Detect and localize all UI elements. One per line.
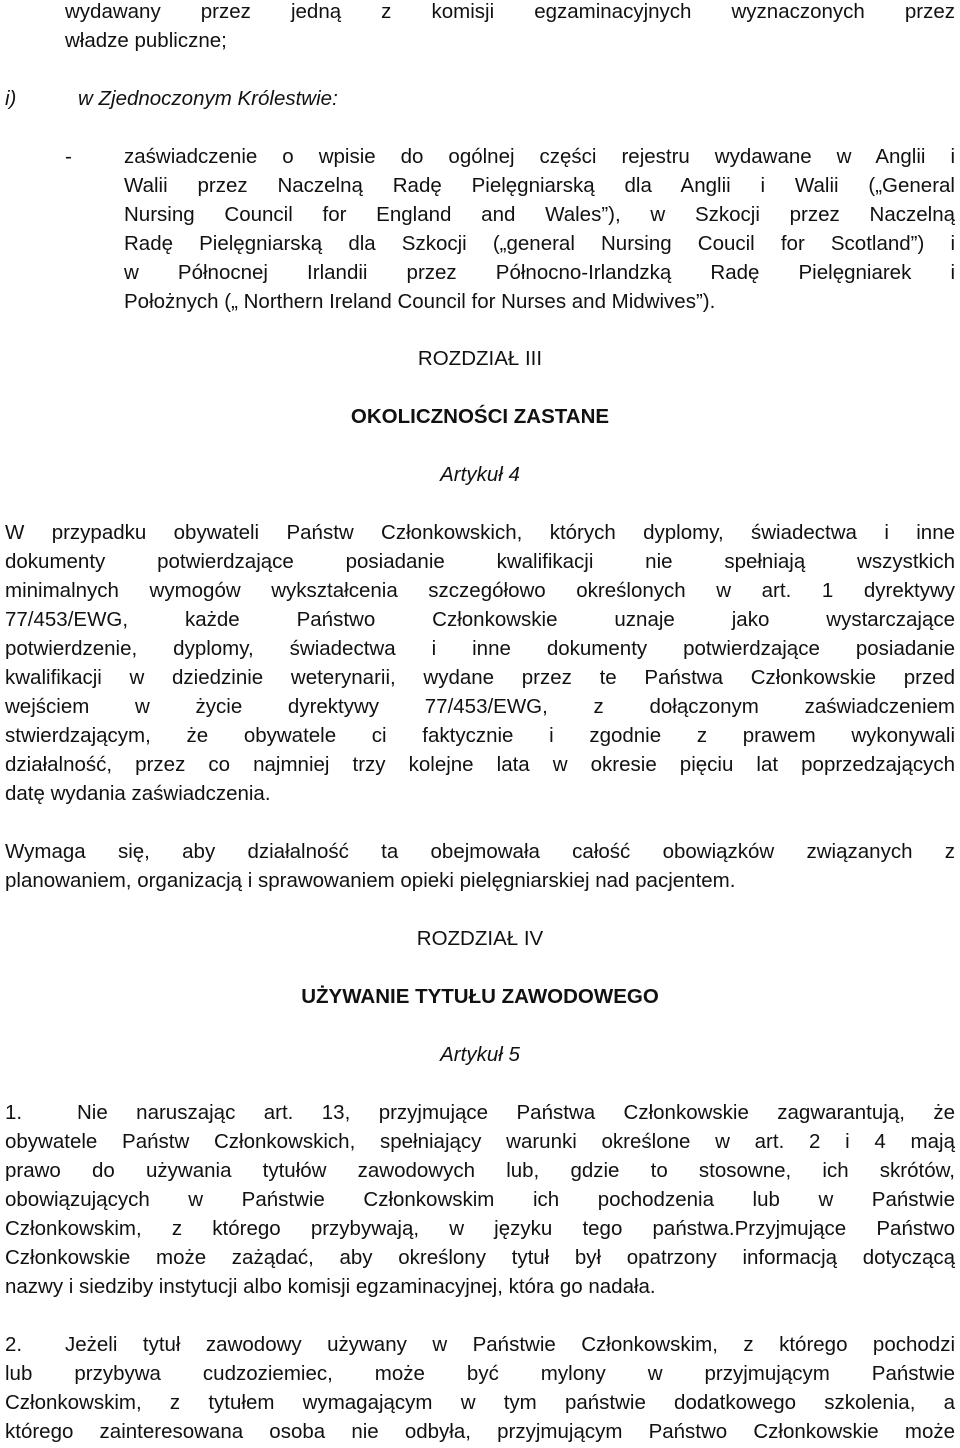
text-line: Radę Pielęgniarską dla Szkocji („general Nursing Coucil for Scotland”) i xyxy=(124,232,955,255)
top-paragraph xyxy=(65,0,955,55)
text-line: minimalnych wymogów wykształcenia szczegółowo określonych w art. 1 dyrektywy xyxy=(5,579,955,602)
article4-paragraph-1 xyxy=(5,518,955,808)
text-line: Wymaga się, aby działalność ta obejmowała całość obowiązków związanych z xyxy=(5,840,955,863)
text-line: obowiązujących w Państwie Członkowskim ich pochodzenia lub w Państwie xyxy=(5,1188,955,1211)
point-marker: 1. xyxy=(5,1101,23,1124)
text-line: Położnych („ Northern Ireland Council for Nurses and Midwives”). xyxy=(124,290,716,313)
chapter-title: OKOLICZNOŚCI ZASTANE xyxy=(350,405,610,428)
text-line: Członkowskim, z którego przybywają, w języku tego państwa.Przyjmujące Państwo xyxy=(5,1217,955,1240)
text-line: którego zainteresowana osoba nie odbyła, przyjmującym Państwo Członkowskie może xyxy=(5,1420,955,1443)
text-line: władze publiczne; xyxy=(65,29,227,52)
text-line: dokumenty potwierdzające posiadanie kwalifikacji nie spełniają wszystkich xyxy=(5,550,955,573)
text-line: Walii przez Naczelną Radę Pielęgniarską dla Anglii i Walii („General xyxy=(124,174,955,197)
point-marker: 2. xyxy=(5,1333,23,1356)
text-line: stwierdzającym, że obywatele ci faktycznie i zgodnie z prawem wykonywali xyxy=(5,724,955,747)
text-line: Członkowskie może zażądać, aby określony tytuł był opatrzony informacją dotyczącą xyxy=(5,1246,955,1269)
chapter-label: ROZDZIAŁ IV xyxy=(416,927,544,950)
chapter-label: ROZDZIAŁ III xyxy=(417,347,543,370)
text-line: zaświadczenie o wpisie do ogólnej części rejestru wydawane w Anglii i xyxy=(124,145,955,168)
text-line xyxy=(5,1098,955,1127)
text-line: planowaniem, organizacją i sprawowaniem opieki pielęgniarskiej nad pacjentem. xyxy=(5,869,736,892)
text-line: W przypadku obywateli Państw Członkowskich, których dyplomy, świadectwa i inne xyxy=(5,521,955,544)
point-first-line: Nie naruszając art. 13, przyjmujące Państwa Członkowskie zagwarantują, że xyxy=(77,1101,955,1124)
article-heading: Artykuł 5 xyxy=(440,1043,520,1066)
text-line: wydawany przez jedną z komisji egzaminacyjnych wyznaczonych przez xyxy=(65,0,955,23)
text-line: Członkowskim, z tytułem wymagającym w tym państwie dodatkowego szkolenia, a xyxy=(5,1391,955,1414)
text-line xyxy=(5,1330,955,1359)
text-line: prawo do używania tytułów zawodowych lub, gdzie to stosowne, ich skrótów, xyxy=(5,1159,955,1182)
text-line: Nursing Council for England and Wales”), w Szkocji przez Naczelną xyxy=(124,203,955,226)
text-line: działalność, przez co najmniej trzy kolejne lata w okresie pięciu lat poprzedzających xyxy=(5,753,955,776)
text-line: kwalifikacji w dziedzinie weterynarii, wydane przez te Państwa Członkowskie przed xyxy=(5,666,955,689)
text-line: lub przybywa cudzoziemiec, może być mylony w przyjmującym Państwie xyxy=(5,1362,955,1385)
text-line: datę wydania zaświadczenia. xyxy=(5,782,271,805)
article5-point-1 xyxy=(5,1098,955,1301)
item-i-text: w Zjednoczonym Królestwie: xyxy=(78,87,338,110)
text-line: potwierdzenie, dyplomy, świadectwa i inne dokumenty potwierdzające posiadanie xyxy=(5,637,955,660)
point-first-line: Jeżeli tytuł zawodowy używany w Państwie Członkowskim, z którego pochodzi xyxy=(65,1333,955,1356)
text-line: obywatele Państw Członkowskich, spełniający warunki określone w art. 2 i 4 mają xyxy=(5,1130,955,1153)
article4-paragraph-2 xyxy=(5,837,955,895)
item-i-marker: i) xyxy=(5,87,17,110)
article-heading: Artykuł 4 xyxy=(440,463,520,486)
dash-item-text xyxy=(124,142,955,316)
dash-marker: - xyxy=(65,145,72,168)
article5-point-2 xyxy=(5,1330,955,1446)
text-line: wejściem w życie dyrektywy 77/453/EWG, z dołączonym zaświadczeniem xyxy=(5,695,955,718)
text-line: 77/453/EWG, każde Państwo Członkowskie uznaje jako wystarczające xyxy=(5,608,955,631)
text-line: w Północnej Irlandii przez Północno-Irlandzką Radę Pielęgniarek i xyxy=(124,261,955,284)
text-line: nazwy i siedziby instytucji albo komisji egzaminacyjnej, która go nadała. xyxy=(5,1275,656,1298)
chapter-title: UŻYWANIE TYTUŁU ZAWODOWEGO xyxy=(301,985,659,1008)
